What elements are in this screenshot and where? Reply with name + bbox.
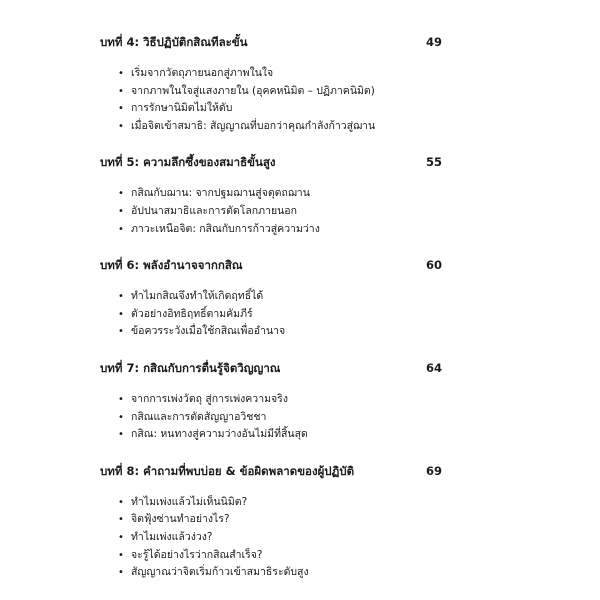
chapter-page-number: 64	[425, 360, 442, 375]
section-label: กสิณ: หนทางสู่ความว่างอันไม่มีที่สิ้นสุด	[131, 428, 308, 441]
chapter-4	[100, 33, 442, 135]
bullet-icon: •	[118, 393, 124, 405]
section-item	[118, 118, 442, 136]
section-label: ภาวะเหนือจิต: กสิณกับการก้าวสู่ความว่าง	[131, 222, 320, 235]
bullet-icon: •	[118, 496, 124, 508]
chapter-page-number: 60	[425, 258, 442, 273]
section-label: อัปปนาสมาธิและการตัดโลกภายนอก	[131, 204, 297, 217]
section-item	[118, 547, 442, 565]
section-label: สัญญาณว่าจิตเริ่มก้าวเข้าสมาธิระดับสูง	[131, 566, 309, 579]
chapter-heading	[100, 33, 442, 51]
chapter-title: บทที่ 7: กสิณกับการตื่นรู้จิตวิญญาณ	[100, 360, 281, 375]
chapter-page-number: 49	[425, 35, 442, 49]
section-label: กสิณและการตัดสัญญาอวิชชา	[131, 410, 267, 423]
chapter-page-number: 55	[425, 155, 442, 170]
section-item	[118, 323, 442, 341]
bullet-icon: •	[118, 514, 124, 526]
section-list	[100, 288, 442, 341]
bullet-icon: •	[118, 188, 124, 200]
chapter-7	[100, 359, 442, 444]
chapter-6	[100, 256, 442, 341]
section-list	[100, 494, 442, 582]
section-label: ทำไมเพ่งแล้วง่วง?	[131, 530, 213, 543]
section-item	[118, 409, 442, 427]
table-of-contents	[100, 33, 442, 600]
section-label: กสิณกับฌาน: จากปฐมฌานสู่จตุตถฌาน	[131, 187, 310, 200]
bullet-icon: •	[118, 68, 124, 79]
section-item	[118, 529, 442, 547]
chapter-title: บทที่ 8: คำถามที่พบบ่อย & ข้อผิดพลาดของผู้ปฏิบัติ	[100, 463, 355, 478]
section-list	[100, 65, 442, 135]
section-item	[118, 494, 442, 512]
section-item	[118, 426, 442, 444]
section-item	[118, 65, 442, 83]
bullet-icon: •	[118, 120, 124, 132]
chapter-heading	[100, 462, 442, 480]
chapter-heading	[100, 359, 442, 377]
bullet-icon: •	[118, 429, 124, 441]
section-label: ข้อควรระวังเมื่อใช้กสิณเพื่ออำนาจ	[131, 325, 286, 338]
bullet-icon: •	[118, 326, 124, 338]
section-list	[100, 391, 442, 444]
section-label: เมื่อจิตเข้าสมาธิ: สัญญาณที่บอกว่าคุณกำลังก้าวสู่ฌาน	[131, 119, 376, 132]
chapter-5	[100, 153, 442, 238]
section-item	[118, 203, 442, 221]
section-item	[118, 221, 442, 239]
section-item	[118, 306, 442, 324]
bullet-icon: •	[118, 549, 124, 561]
section-label: ทำไมกสิณจึงทำให้เกิดฤทธิ์ได้	[131, 290, 264, 303]
section-label: ทำไมเพ่งแล้วไม่เห็นนิมิต?	[131, 495, 248, 508]
chapter-title: บทที่ 4: วิธีปฏิบัติกสิณทีละขั้น	[100, 35, 248, 49]
section-item	[118, 288, 442, 306]
section-label: จะรู้ได้อย่างไรว่ากสิณสำเร็จ?	[131, 548, 263, 561]
section-item	[118, 511, 442, 529]
chapter-heading	[100, 153, 442, 171]
section-list	[100, 185, 442, 238]
section-item	[118, 391, 442, 409]
chapter-heading	[100, 256, 442, 274]
section-item	[118, 100, 442, 118]
bullet-icon: •	[118, 531, 124, 543]
bullet-icon: •	[118, 308, 124, 320]
chapter-8	[100, 462, 442, 582]
bullet-icon: •	[118, 291, 124, 303]
section-item	[118, 564, 442, 582]
section-label: การรักษานิมิตไม่ให้ดับ	[131, 102, 233, 115]
section-label: จากภาพในใจสู่แสงภายใน (อุคคหนิมิต – ปฏิภาคนิมิต)	[131, 84, 375, 97]
bullet-icon: •	[118, 103, 124, 115]
chapter-title: บทที่ 5: ความลึกซึ้งของสมาธิขั้นสูง	[100, 155, 276, 170]
section-label: จากการเพ่งวัตถุ สู่การเพ่งความจริง	[131, 392, 288, 405]
bullet-icon: •	[118, 567, 124, 579]
section-item	[118, 185, 442, 203]
bullet-icon: •	[118, 205, 124, 217]
section-label: เริ่มจากวัตถุภายนอกสู่ภาพในใจ	[131, 67, 274, 79]
chapter-title: บทที่ 6: พลังอำนาจจากกสิณ	[100, 258, 243, 273]
bullet-icon: •	[118, 223, 124, 235]
section-item	[118, 83, 442, 101]
chapter-page-number: 69	[425, 463, 442, 478]
section-label: จิตฟุ้งซ่านทำอย่างไร?	[131, 513, 230, 526]
bullet-icon: •	[118, 411, 124, 423]
section-label: ตัวอย่างอิทธิฤทธิ์ตามคัมภีร์	[131, 307, 253, 320]
bullet-icon: •	[118, 85, 124, 97]
